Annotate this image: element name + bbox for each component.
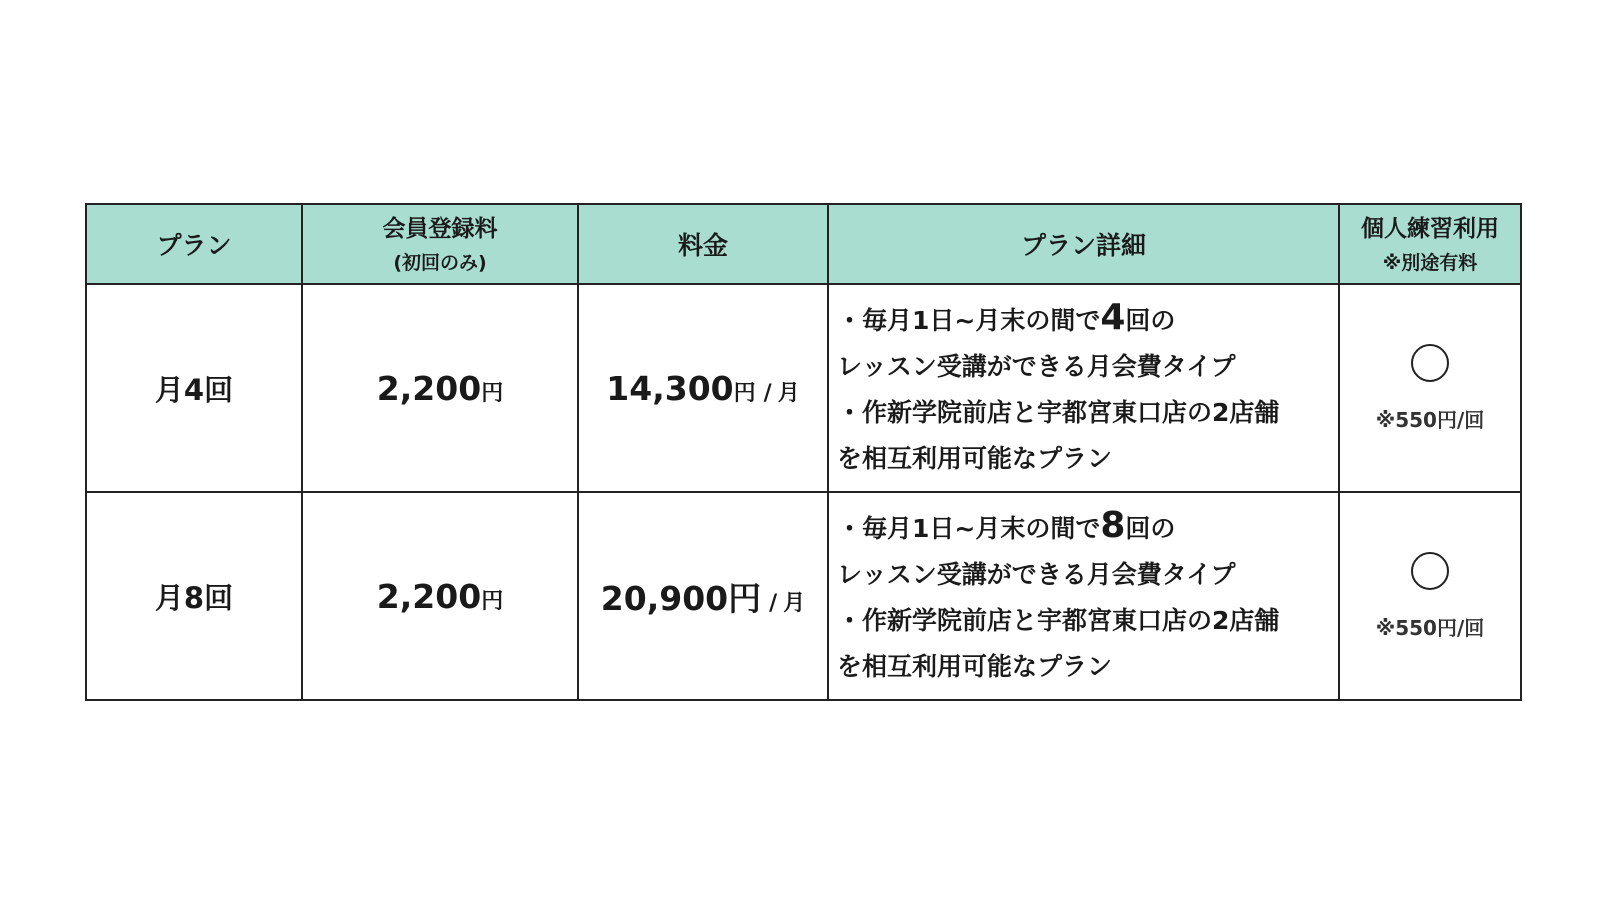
price-amount: 20,900 xyxy=(600,578,729,618)
monthly-price xyxy=(578,284,828,492)
available-circle-icon xyxy=(1411,552,1449,590)
detail-line-1-post: 回の xyxy=(1125,513,1176,543)
header-plan-detail: プラン詳細 xyxy=(828,204,1339,284)
price-per: 月 xyxy=(783,590,806,616)
table-row xyxy=(86,284,1521,492)
detail-line-2: レッスン受講ができる月会費タイプ xyxy=(837,351,1236,381)
price-unit: 円 xyxy=(733,380,756,406)
registration-fee-unit: 円 xyxy=(481,588,504,614)
plan-detail xyxy=(828,492,1339,700)
detail-line-1-pre: ・毎月1日~月末の間で xyxy=(837,305,1101,335)
detail-line-3: ・作新学院前店と宇都宮東口店の2店舗 xyxy=(837,397,1280,427)
price-slash: / xyxy=(763,380,772,406)
registration-fee-unit: 円 xyxy=(481,380,504,406)
price-amount: 14,300 xyxy=(606,368,734,408)
table-row xyxy=(86,492,1521,700)
registration-fee-amount: 2,200 xyxy=(376,368,482,408)
personal-practice xyxy=(1339,284,1521,492)
detail-lesson-count: 4 xyxy=(1100,296,1126,338)
detail-line-3: ・作新学院前店と宇都宮東口店の2店舗 xyxy=(837,605,1280,635)
plan-detail xyxy=(828,284,1339,492)
header-registration-fee-note: (初回のみ) xyxy=(393,252,487,274)
price-slash: / xyxy=(769,590,778,616)
pricing-table xyxy=(85,203,1522,701)
detail-line-4: を相互利用可能なプラン xyxy=(837,651,1113,681)
price-per: 月 xyxy=(777,380,800,406)
header-row xyxy=(86,204,1521,284)
header-registration-fee xyxy=(302,204,578,284)
detail-line-4: を相互利用可能なプラン xyxy=(837,443,1113,473)
price-unit: 円 xyxy=(728,578,762,618)
plan-name: 月8回 xyxy=(86,492,302,700)
detail-line-1 xyxy=(837,503,1338,552)
practice-note: ※550円/回 xyxy=(1375,407,1485,432)
table-header xyxy=(86,204,1521,284)
detail-line-2: レッスン受講ができる月会費タイプ xyxy=(837,559,1236,589)
monthly-price xyxy=(578,492,828,700)
practice-note: ※550円/回 xyxy=(1375,615,1485,640)
header-personal-practice xyxy=(1339,204,1521,284)
detail-line-1 xyxy=(837,295,1338,344)
header-personal-practice-note: ※別途有料 xyxy=(1382,252,1478,274)
header-registration-fee-label: 会員登録料 xyxy=(382,216,498,242)
registration-fee xyxy=(302,492,578,700)
detail-line-1-post: 回の xyxy=(1125,305,1176,335)
header-personal-practice-label: 個人練習利用 xyxy=(1361,216,1499,242)
detail-lesson-count: 8 xyxy=(1100,504,1126,546)
registration-fee xyxy=(302,284,578,492)
registration-fee-amount: 2,200 xyxy=(376,576,482,616)
plan-name: 月4回 xyxy=(86,284,302,492)
header-price: 料金 xyxy=(578,204,828,284)
detail-line-1-pre: ・毎月1日~月末の間で xyxy=(837,513,1101,543)
header-plan: プラン xyxy=(86,204,302,284)
available-circle-icon xyxy=(1411,344,1449,382)
personal-practice xyxy=(1339,492,1521,700)
